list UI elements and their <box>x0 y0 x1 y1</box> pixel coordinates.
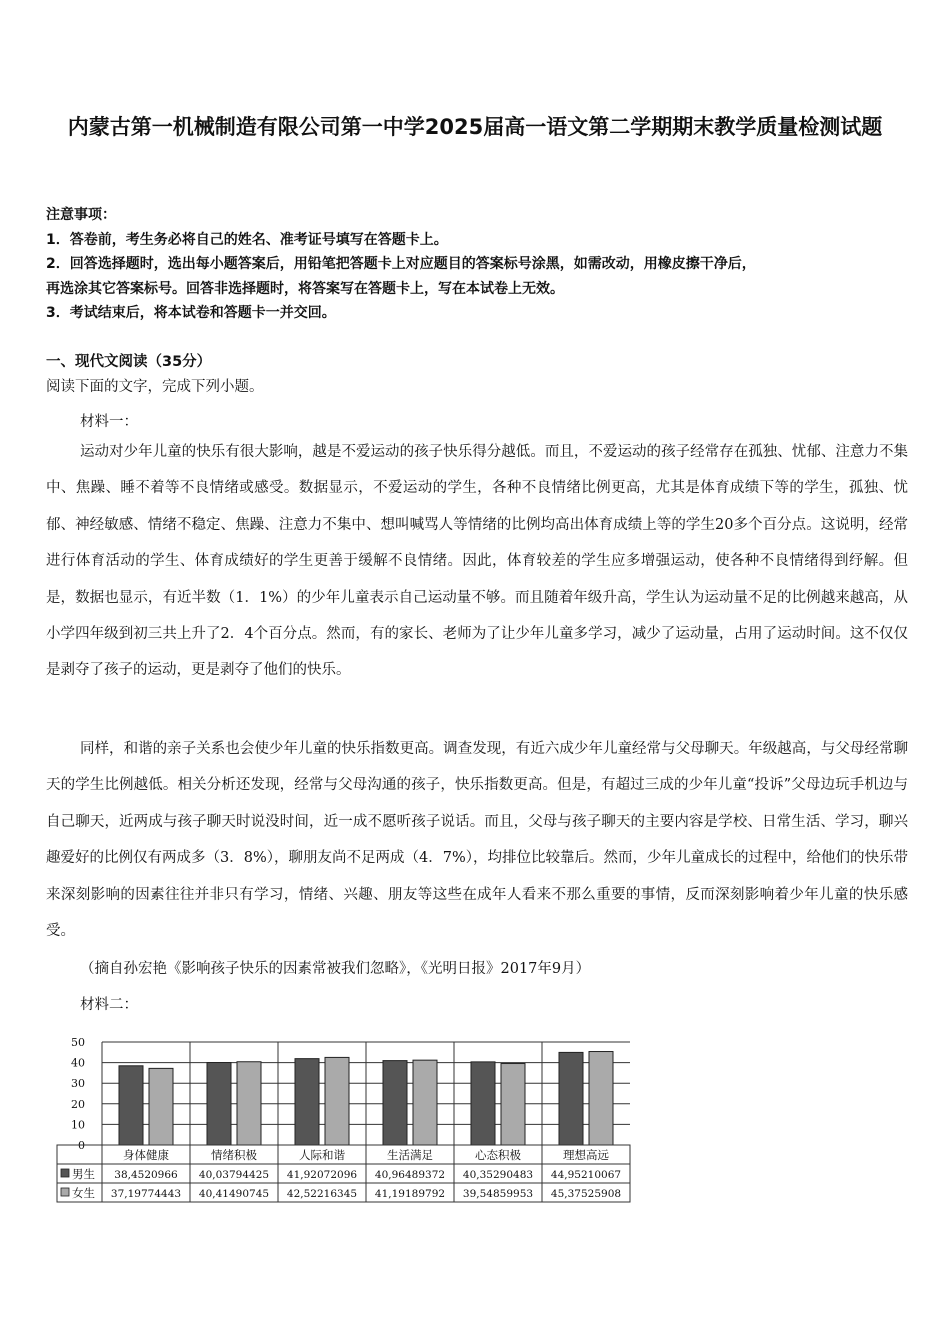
bar <box>383 1061 407 1145</box>
category-label: 心态积极 <box>475 1148 521 1162</box>
notes-item: 1．答卷前，考生务必将自己的姓名、准考证号填写在答题卡上。 <box>46 231 448 248</box>
category-label: 身体健康 <box>123 1148 169 1162</box>
legend-swatch <box>61 1188 69 1196</box>
bar <box>237 1062 261 1145</box>
bar <box>501 1064 525 1145</box>
section-instruction: 阅读下面的文字，完成下列小题。 <box>46 379 264 395</box>
bar <box>149 1068 173 1145</box>
y-tick-label: 0 <box>78 1139 85 1152</box>
page-title: 内蒙古第一机械制造有限公司第一中学2025届高一语文第二学期期末教学质量检测试题 <box>67 115 883 139</box>
legend-label: 女生 <box>72 1186 95 1200</box>
bar <box>119 1066 143 1145</box>
notes-item: 再选涂其它答案标号。回答非选择题时，将答案写在答题卡上，写在本试卷上无效。 <box>46 280 564 297</box>
paragraph-2: 同样，和谐的亲子关系也会使少年儿童的快乐指数更高。调查发现，有近六成少年儿童经常与父母聊天。年级越高，与父母经常聊天的学生比例越低。相关分析还发现，经常与父母沟通的孩子，快乐指数更高。但是，有超过三成的少年儿童“投诉”父母边玩手机边与自己聊天，近两成与孩子聊天时说没时间，近一成不愿听孩子说话。而且，父母与孩子聊天的主要内容是学校、日常生活、学习，聊兴趣爱好的比例仅有两成多（3．8%），聊朋友尚不足两成（4．7%），均排位比较靠后。然而，少年儿童成长的过程中，给他们的快乐带来深刻影响的因素往往并非只有学习，情绪、兴趣、朋友等这些在成年人看来不那么重要的事情，反而深刻影响着少年儿童的快乐感受。 <box>46 741 908 940</box>
y-tick-label: 20 <box>71 1097 85 1111</box>
bar <box>325 1057 349 1145</box>
data-label: 40,35290483 <box>462 1169 534 1181</box>
bar <box>559 1052 583 1145</box>
bar <box>207 1063 231 1145</box>
data-label: 44,95210067 <box>550 1169 622 1181</box>
category-label: 生活满足 <box>387 1148 433 1162</box>
legend-swatch <box>61 1169 69 1177</box>
data-label: 37,19774443 <box>110 1188 182 1200</box>
y-tick-label: 50 <box>71 1036 85 1049</box>
section-heading: 一、现代文阅读（35分） <box>46 354 212 370</box>
bar-chart <box>55 1027 637 1212</box>
chart-svg <box>55 1027 637 1212</box>
data-label: 41,92072096 <box>286 1169 358 1181</box>
notes-heading: 注意事项： <box>46 207 116 223</box>
data-label: 40,41490745 <box>198 1188 270 1200</box>
notes-block <box>46 203 916 326</box>
y-tick-label: 40 <box>71 1056 85 1070</box>
category-label: 情绪积极 <box>211 1148 257 1162</box>
data-label: 40,03794425 <box>198 1169 270 1181</box>
notes-item: 3．考试结束后，将本试卷和答题卡一并交回。 <box>46 305 336 321</box>
bar <box>413 1060 437 1145</box>
data-label: 41,19189792 <box>374 1188 446 1200</box>
citation: （摘自孙宏艳《影响孩子快乐的因素常被我们忽略》，《光明日报》2017年9月） <box>80 961 591 977</box>
bar <box>295 1059 319 1145</box>
y-tick-label: 30 <box>71 1077 85 1091</box>
material1-label: 材料一： <box>80 414 138 430</box>
data-label: 39,54859953 <box>462 1188 534 1200</box>
material2-label: 材料二： <box>80 997 138 1013</box>
data-label: 42,52216345 <box>286 1188 358 1200</box>
bar <box>471 1062 495 1145</box>
legend-label: 男生 <box>72 1167 95 1181</box>
data-label: 45,37525908 <box>550 1188 622 1200</box>
data-label: 40,96489372 <box>374 1169 446 1181</box>
category-label: 理想高远 <box>563 1148 609 1162</box>
notes-item: 2．回答选择题时，选出每小题答案后，用铅笔把答题卡上对应题目的答案标号涂黑，如需改动，用橡皮擦干净后， <box>46 256 756 272</box>
bar <box>589 1052 613 1145</box>
paragraph-1: 运动对少年儿童的快乐有很大影响，越是不爱运动的孩子快乐得分越低。而且，不爱运动的孩子经常存在孤独、忧郁、注意力不集中、焦躁、睡不着等不良情绪或感受。数据显示，不爱运动的学生，各种不良情绪比例更高，尤其是体育成绩下等的学生，孤独、忧郁、神经敏感、情绪不稳定、焦躁、注意力不集中、想叫喊骂人等情绪的比例均高出体育成绩上等的学生20多个百分点。这说明，经常进行体育活动的学生、体育成绩好的学生更善于缓解不良情绪。因此，体育较差的学生应多增强运动，使各种不良情绪得到纾解。但是，数据也显示，有近半数（1．1%）的少年儿童表示自己运动量不够。而且随着年级升高，学生认为运动量不足的比例越来越高，从小学四年级到初三共上升了2．4个百分点。然而，有的家长、老师为了让少年儿童多学习，减少了运动量，占用了运动时间。这不仅仅是剥夺了孩子的运动，更是剥夺了他们的快乐。 <box>46 444 908 679</box>
y-tick-label: 10 <box>71 1118 85 1132</box>
category-label: 人际和谐 <box>299 1148 345 1162</box>
data-label: 38,4520966 <box>114 1169 178 1181</box>
